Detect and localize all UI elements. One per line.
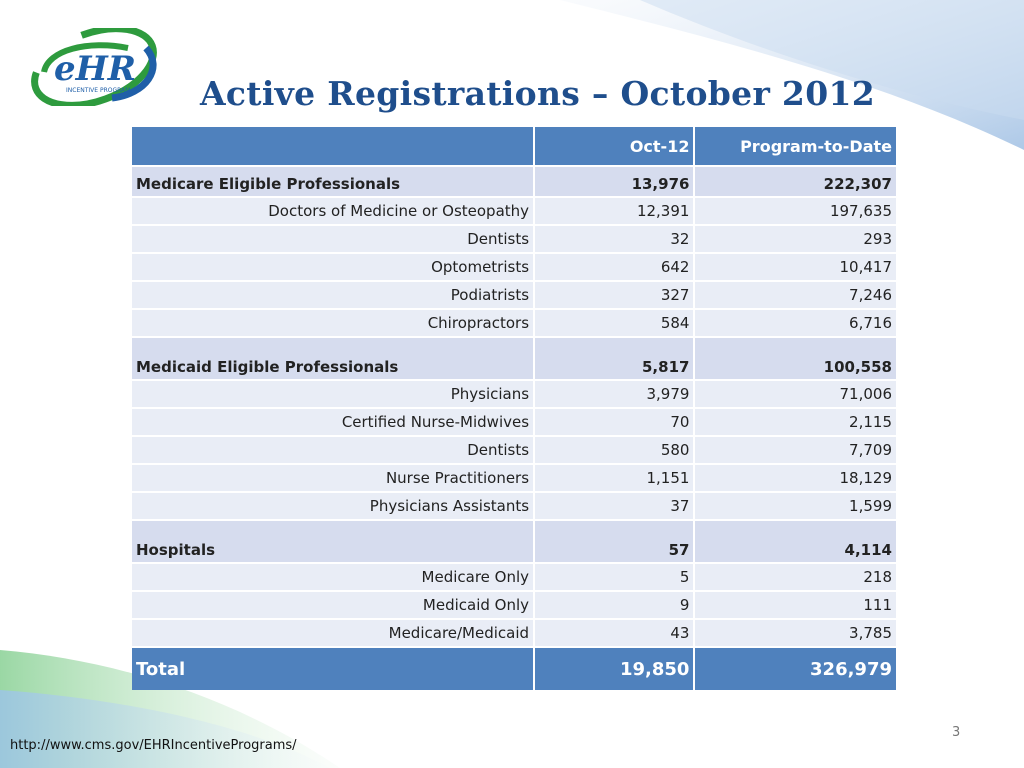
total-row — [132, 648, 896, 690]
table-row — [132, 198, 896, 224]
table-row — [132, 620, 896, 646]
row-label: Certified Nurse-Midwives — [132, 409, 533, 435]
row-label: Nurse Practitioners — [132, 465, 533, 491]
category-label: Medicare Eligible Professionals — [132, 167, 533, 196]
row-label: Optometrists — [132, 254, 533, 280]
row-oct-12: 584 — [535, 310, 693, 336]
ehr-logo — [28, 28, 160, 106]
row-program-to-date: 10,417 — [695, 254, 896, 280]
row-program-to-date: 111 — [695, 592, 896, 618]
row-label: Doctors of Medicine or Osteopathy — [132, 198, 533, 224]
category-program-to-date: 100,558 — [695, 338, 896, 379]
row-oct-12: 70 — [535, 409, 693, 435]
table-row — [132, 437, 896, 463]
slide-title: Active Registrations – October 2012 — [200, 74, 875, 113]
row-oct-12: 37 — [535, 493, 693, 519]
category-oct-12: 5,817 — [535, 338, 693, 379]
page-number: 3 — [952, 725, 961, 740]
row-program-to-date: 18,129 — [695, 465, 896, 491]
category-label: Medicaid Eligible Professionals — [132, 338, 533, 379]
table-row — [132, 226, 896, 252]
table-row — [132, 310, 896, 336]
row-label: Dentists — [132, 437, 533, 463]
row-oct-12: 12,391 — [535, 198, 693, 224]
svg-text:INCENTIVE PROGRAM: INCENTIVE PROGRAM — [66, 87, 131, 94]
row-program-to-date: 2,115 — [695, 409, 896, 435]
category-row — [132, 338, 896, 379]
category-row — [132, 521, 896, 562]
row-program-to-date: 7,246 — [695, 282, 896, 308]
row-oct-12: 32 — [535, 226, 693, 252]
category-program-to-date: 4,114 — [695, 521, 896, 562]
category-oct-12: 57 — [535, 521, 693, 562]
row-program-to-date: 197,635 — [695, 198, 896, 224]
total-program-to-date: 326,979 — [695, 648, 896, 690]
row-program-to-date: 1,599 — [695, 493, 896, 519]
row-oct-12: 5 — [535, 564, 693, 590]
table-header-row — [132, 127, 896, 165]
row-label: Podiatrists — [132, 282, 533, 308]
row-oct-12: 1,151 — [535, 465, 693, 491]
table-row — [132, 493, 896, 519]
row-oct-12: 9 — [535, 592, 693, 618]
category-label: Hospitals — [132, 521, 533, 562]
row-oct-12: 43 — [535, 620, 693, 646]
row-oct-12: 642 — [535, 254, 693, 280]
row-program-to-date: 218 — [695, 564, 896, 590]
table-row — [132, 465, 896, 491]
row-label: Chiropractors — [132, 310, 533, 336]
table-row — [132, 592, 896, 618]
table-row — [132, 409, 896, 435]
table-body — [132, 167, 896, 690]
svg-text:eHR: eHR — [54, 49, 137, 89]
row-program-to-date: 6,716 — [695, 310, 896, 336]
header-oct-12: Oct-12 — [535, 127, 693, 165]
category-program-to-date: 222,307 — [695, 167, 896, 196]
table-row — [132, 254, 896, 280]
row-label: Physicians — [132, 381, 533, 407]
header-program-to-date: Program-to-Date — [695, 127, 896, 165]
category-row — [132, 167, 896, 196]
row-label: Medicare Only — [132, 564, 533, 590]
total-label: Total — [132, 648, 533, 690]
row-oct-12: 327 — [535, 282, 693, 308]
row-oct-12: 3,979 — [535, 381, 693, 407]
row-program-to-date: 7,709 — [695, 437, 896, 463]
row-label: Medicaid Only — [132, 592, 533, 618]
row-program-to-date: 3,785 — [695, 620, 896, 646]
table-row — [132, 564, 896, 590]
row-label: Physicians Assistants — [132, 493, 533, 519]
footer-url: http://www.cms.gov/EHRIncentivePrograms/ — [10, 738, 297, 753]
header-label-cell — [132, 127, 533, 165]
registrations-table — [130, 125, 898, 692]
total-oct-12: 19,850 — [535, 648, 693, 690]
table-row — [132, 282, 896, 308]
row-program-to-date: 71,006 — [695, 381, 896, 407]
row-label: Dentists — [132, 226, 533, 252]
row-label: Medicare/Medicaid — [132, 620, 533, 646]
table-row — [132, 381, 896, 407]
row-program-to-date: 293 — [695, 226, 896, 252]
row-oct-12: 580 — [535, 437, 693, 463]
category-oct-12: 13,976 — [535, 167, 693, 196]
